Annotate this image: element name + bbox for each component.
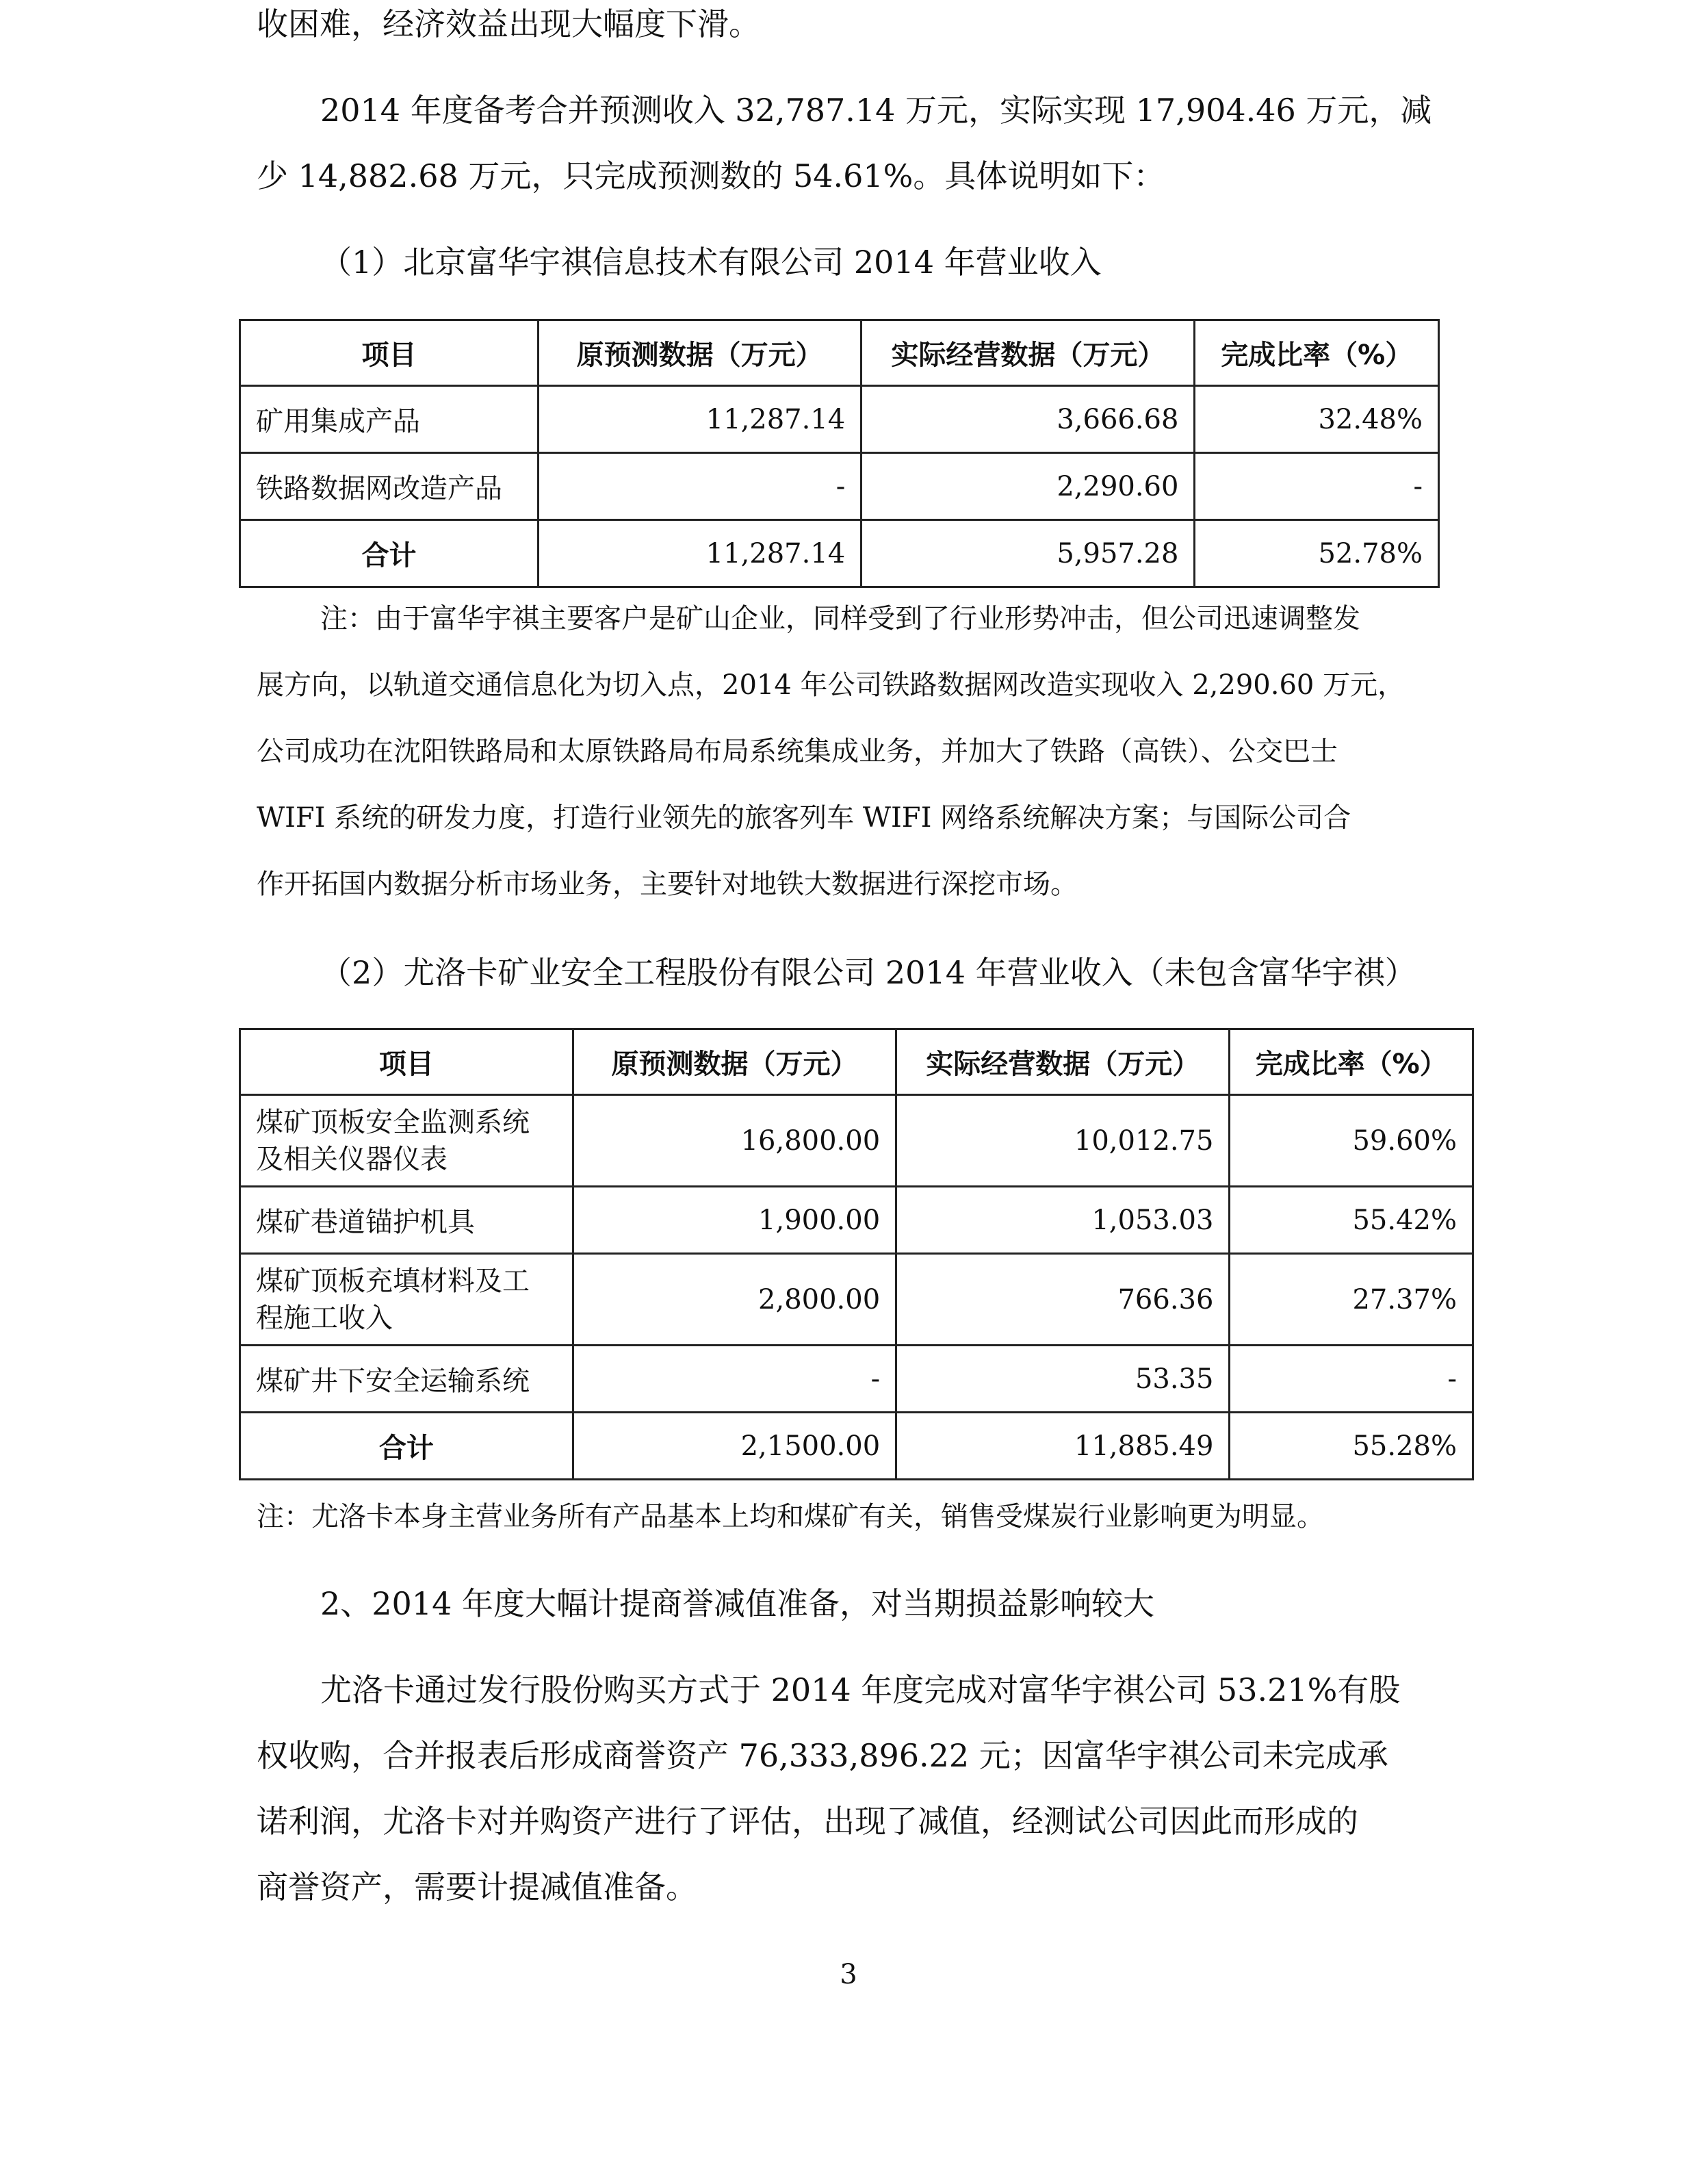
cell-rate: - (1195, 453, 1439, 520)
cell-rate: 27.37% (1230, 1254, 1473, 1346)
note-2: 注：尤洛卡本身主营业务所有产品基本上均和煤矿有关，销售受煤炭行业影响更为明显。 (257, 1501, 1324, 1532)
cell-forecast: 2,800.00 (573, 1254, 896, 1346)
header-item: 项目 (240, 320, 539, 386)
cell-forecast: 1,900.00 (573, 1187, 896, 1254)
table-fuhua-revenue (239, 319, 1440, 588)
cell-item: 铁路数据网改造产品 (240, 453, 539, 520)
cell-forecast: 11,287.14 (538, 386, 861, 453)
section-heading-2: （2）尤洛卡矿业安全工程股份有限公司 2014 年营业收入（未包含富华宇祺） (320, 954, 1416, 991)
table-total-row (240, 520, 1439, 587)
section-heading-3: 2、2014 年度大幅计提商誉减值准备，对当期损益影响较大 (320, 1585, 1154, 1622)
cell-rate: 55.42% (1230, 1187, 1473, 1254)
summary-line-2: 少 14,882.68 万元，只完成预测数的 54.61%。具体说明如下： (257, 157, 1165, 194)
table-row (240, 1254, 1473, 1346)
header-forecast: 原预测数据（万元） (538, 320, 861, 386)
cell-actual: 2,290.60 (862, 453, 1195, 520)
cell-forecast: - (573, 1346, 896, 1413)
cell-forecast: 11,287.14 (538, 520, 861, 587)
table-total-row (240, 1413, 1473, 1480)
paragraph-goodwill-line-1: 尤洛卡通过发行股份购买方式于 2014 年度完成对富华宇祺公司 53.21%有股 (320, 1671, 1401, 1708)
note-1-line-2: 展方向，以轨道交通信息化为切入点，2014 年公司铁路数据网改造实现收入 2,290.60 万元， (257, 669, 1405, 701)
cell-actual: 1,053.03 (896, 1187, 1230, 1254)
header-item: 项目 (240, 1029, 573, 1095)
cell-total-label: 合计 (240, 1413, 573, 1480)
cell-rate: 32.48% (1195, 386, 1439, 453)
note-1-line-1: 注：由于富华宇祺主要客户是矿山企业，同样受到了行业形势冲击，但公司迅速调整发 (320, 603, 1360, 634)
cell-rate: 52.78% (1195, 520, 1439, 587)
header-forecast: 原预测数据（万元） (573, 1029, 896, 1095)
header-rate: 完成比率（%） (1195, 320, 1439, 386)
table-header-row (240, 320, 1439, 386)
cell-item: 煤矿顶板充填材料及工 程施工收入 (240, 1254, 573, 1346)
cell-rate: 59.60% (1230, 1095, 1473, 1187)
header-actual: 实际经营数据（万元） (896, 1029, 1230, 1095)
table-row (240, 386, 1439, 453)
summary-line-1: 2014 年度备考合并预测收入 32,787.14 万元，实际实现 17,904.46 万元，减 (320, 92, 1432, 129)
table-row (240, 1187, 1473, 1254)
cell-forecast: 16,800.00 (573, 1095, 896, 1187)
cell-actual: 11,885.49 (896, 1413, 1230, 1480)
paragraph-continuation: 收困难，经济效益出现大幅度下滑。 (257, 5, 760, 42)
page-number: 3 (840, 1959, 857, 1990)
cell-forecast: - (538, 453, 861, 520)
cell-actual: 53.35 (896, 1346, 1230, 1413)
note-1-line-5: 作开拓国内数据分析市场业务，主要针对地铁大数据进行深挖市场。 (257, 869, 1078, 900)
table-row (240, 1346, 1473, 1413)
cell-rate: - (1230, 1346, 1473, 1413)
cell-item: 矿用集成产品 (240, 386, 539, 453)
cell-actual: 766.36 (896, 1254, 1230, 1346)
table-yuluoka-revenue (239, 1028, 1474, 1480)
header-actual: 实际经营数据（万元） (862, 320, 1195, 386)
table-row (240, 1095, 1473, 1187)
cell-item: 煤矿顶板安全监测系统 及相关仪器仪表 (240, 1095, 573, 1187)
cell-actual: 5,957.28 (862, 520, 1195, 587)
section-heading-1: （1）北京富华宇祺信息技术有限公司 2014 年营业收入 (320, 244, 1102, 281)
paragraph-goodwill-line-4: 商誉资产，需要计提减值准备。 (257, 1868, 697, 1905)
cell-total-label: 合计 (240, 520, 539, 587)
note-1-line-4: WIFI 系统的研发力度，打造行业领先的旅客列车 WIFI 网络系统解决方案；与国际公司合 (257, 802, 1351, 834)
paragraph-goodwill-line-3: 诺利润，尤洛卡对并购资产进行了评估，出现了减值，经测试公司因此而形成的 (257, 1803, 1358, 1840)
cell-item: 煤矿井下安全运输系统 (240, 1346, 573, 1413)
cell-actual: 10,012.75 (896, 1095, 1230, 1187)
table-header-row (240, 1029, 1473, 1095)
paragraph-goodwill-line-2: 权收购，合并报表后形成商誉资产 76,333,896.22 元；因富华宇祺公司未完成承 (257, 1737, 1388, 1774)
cell-forecast: 2,1500.00 (573, 1413, 896, 1480)
cell-actual: 3,666.68 (862, 386, 1195, 453)
header-rate: 完成比率（%） (1230, 1029, 1473, 1095)
note-1-line-3: 公司成功在沈阳铁路局和太原铁路局布局系统集成业务，并加大了铁路（高铁）、公交巴士 (257, 736, 1338, 767)
cell-rate: 55.28% (1230, 1413, 1473, 1480)
table-row (240, 453, 1439, 520)
cell-item: 煤矿巷道锚护机具 (240, 1187, 573, 1254)
